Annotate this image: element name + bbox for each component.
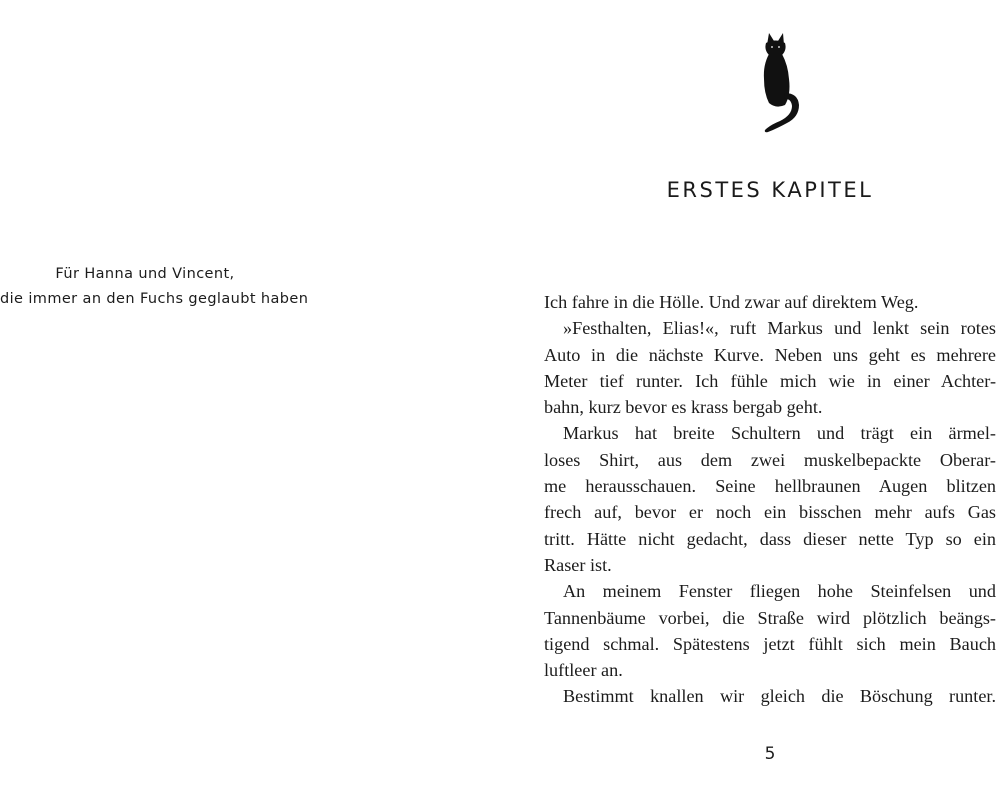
dedication bbox=[0, 262, 309, 312]
fox-silhouette-icon bbox=[752, 33, 802, 133]
text-line: Tannenbäume vorbei, die Straße wird plötzlich beängs- bbox=[544, 607, 996, 628]
chapter-title: ERSTES KAPITEL bbox=[666, 178, 874, 202]
text-line: Auto in die nächste Kurve. Neben uns geht es mehrere bbox=[544, 344, 996, 365]
text-line: bahn, kurz bevor es krass bergab geht. bbox=[544, 397, 823, 418]
text-line: »Festhalten, Elias!«, ruft Markus und lenkt sein rotes bbox=[563, 318, 996, 339]
chapter-body bbox=[544, 289, 996, 710]
text-line: Markus hat breite Schultern und trägt ein ärmel- bbox=[563, 423, 996, 444]
text-line: Raser ist. bbox=[544, 554, 612, 575]
text-line: Meter tief runter. Ich fühle mich wie in einer Achter- bbox=[544, 370, 996, 391]
text-line: frech auf, bevor er noch ein bisschen mehr aufs Gas bbox=[544, 502, 996, 523]
text-line: loses Shirt, aus dem zwei muskelbepackte Oberar- bbox=[544, 449, 996, 470]
text-line: luftleer an. bbox=[544, 660, 623, 681]
text-line: tritt. Hätte nicht gedacht, dass dieser nette Typ so ein bbox=[544, 528, 996, 549]
page-number: 5 bbox=[764, 744, 776, 764]
text-line: Ich fahre in die Hölle. Und zwar auf direktem Weg. bbox=[544, 292, 919, 312]
text-line: Bestimmt knallen wir gleich die Böschung runter. bbox=[563, 686, 996, 707]
text-line: me herausschauen. Seine hellbraunen Augen blitzen bbox=[544, 476, 996, 497]
dedication-line: Für Hanna und Vincent, bbox=[55, 266, 235, 282]
right-page bbox=[500, 0, 1000, 800]
text-line: An meinem Fenster fliegen hohe Steinfelsen und bbox=[563, 581, 996, 602]
dedication-line: die immer an den Fuchs geglaubt haben bbox=[0, 291, 309, 307]
text-line: tigend schmal. Spätestens jetzt fühlt sich mein Bauch bbox=[544, 633, 996, 654]
